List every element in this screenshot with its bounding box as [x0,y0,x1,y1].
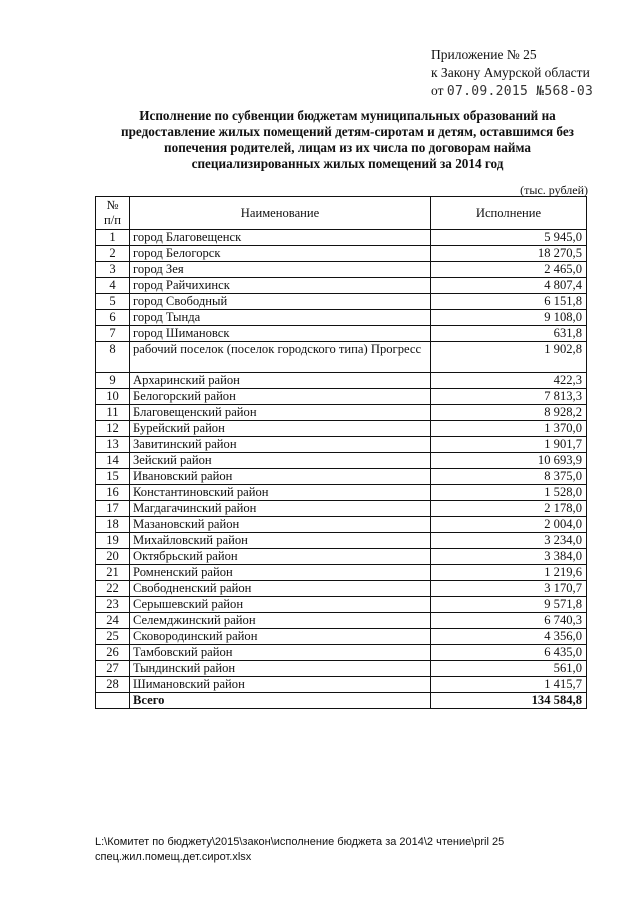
row-value: 3 170,7 [431,581,587,597]
total-value: 134 584,8 [431,693,587,709]
row-number: 21 [96,565,130,581]
row-name: Селемджинский район [130,613,431,629]
table-row [96,373,587,389]
row-name: Архаринский район [130,373,431,389]
row-value: 6 435,0 [431,645,587,661]
row-name: Тамбовский район [130,645,431,661]
row-number: 4 [96,278,130,294]
table-row [96,565,587,581]
total-row [96,693,587,709]
table-row [96,453,587,469]
row-value: 5 945,0 [431,230,587,246]
header-num-symbol: № [106,198,119,212]
row-name: Сковородинский район [130,629,431,645]
row-number: 16 [96,485,130,501]
row-name: Свободненский район [130,581,431,597]
row-name: Шимановский район [130,677,431,693]
table-row [96,326,587,342]
row-name: Зейский район [130,453,431,469]
row-value: 8 375,0 [431,469,587,485]
row-number: 14 [96,453,130,469]
table-row [96,661,587,677]
row-number: 6 [96,310,130,326]
row-number: 26 [96,645,130,661]
row-number: 3 [96,262,130,278]
row-value: 3 234,0 [431,533,587,549]
appendix-date-stamp: 07.09.2015 №568-03 [446,84,594,99]
row-name: Ромненский район [130,565,431,581]
table-row [96,677,587,693]
row-number: 25 [96,629,130,645]
row-name: город Зея [130,262,431,278]
row-value: 7 813,3 [431,389,587,405]
table-row [96,533,587,549]
row-number: 2 [96,246,130,262]
table-row [96,645,587,661]
table-body [96,230,587,709]
row-number: 12 [96,421,130,437]
row-value: 8 928,2 [431,405,587,421]
appendix-law-reference: к Закону Амурской области [431,65,590,80]
row-number: 28 [96,677,130,693]
row-name: Константиновский район [130,485,431,501]
row-number: 22 [96,581,130,597]
row-name: Ивановский район [130,469,431,485]
row-name: город Шимановск [130,326,431,342]
row-name: Благовещенский район [130,405,431,421]
row-name: рабочий поселок (поселок городского типа) Прогресс [130,342,431,373]
file-path-line2: спец.жил.помещ.дет.сирот.xlsx [95,851,252,863]
row-number: 11 [96,405,130,421]
appendix-date-line [431,82,593,101]
table-row [96,421,587,437]
table-row [96,581,587,597]
table-row [96,230,587,246]
row-number: 10 [96,389,130,405]
row-number: 27 [96,661,130,677]
table-row [96,469,587,485]
row-number: 23 [96,597,130,613]
row-value: 1 219,6 [431,565,587,581]
row-value: 18 270,5 [431,246,587,262]
row-number: 15 [96,469,130,485]
row-name: город Свободный [130,294,431,310]
header-name: Наименование [130,197,431,230]
row-value: 6 151,8 [431,294,587,310]
file-path-line1: L:\Комитет по бюджету\2015\закон\исполнение бюджета за 2014\2 чтение\pril 25 [95,836,505,848]
row-number: 19 [96,533,130,549]
units-label: (тыс. рублей) [520,183,588,197]
row-value: 1 528,0 [431,485,587,501]
row-value: 2 465,0 [431,262,587,278]
file-path-footer [95,835,504,865]
table-row [96,246,587,262]
row-number: 13 [96,437,130,453]
row-name: Магдагачинский район [130,501,431,517]
row-value: 9 571,8 [431,597,587,613]
row-value: 6 740,3 [431,613,587,629]
appendix-header [431,46,593,101]
row-name: город Тында [130,310,431,326]
table-row [96,278,587,294]
header-value: Исполнение [431,197,587,230]
row-value: 1 902,8 [431,342,587,373]
total-number-cell [96,693,130,709]
row-value: 2 178,0 [431,501,587,517]
appendix-date-prefix: от [431,83,444,98]
row-name: город Белогорск [130,246,431,262]
table-row [96,629,587,645]
total-label: Всего [130,693,431,709]
row-value: 4 356,0 [431,629,587,645]
row-name: город Благовещенск [130,230,431,246]
row-value: 2 004,0 [431,517,587,533]
header-num-abbrev: п/п [104,213,121,227]
table-row [96,437,587,453]
row-number: 7 [96,326,130,342]
table-row [96,389,587,405]
table-row [96,342,587,373]
table-header-row [96,197,587,230]
row-value: 422,3 [431,373,587,389]
table-row [96,262,587,278]
document-title: Исполнение по субвенции бюджетам муниципальных образований на предоставление жилых помещений детям-сиротам и детям, оставшимся без попечения родителей, лицам из их числа по договорам найма специализированных жилых помещений за 2014 год [121,108,574,171]
row-value: 561,0 [431,661,587,677]
table-row [96,405,587,421]
row-value: 631,8 [431,326,587,342]
row-number: 8 [96,342,130,373]
table-row [96,597,587,613]
row-value: 1 415,7 [431,677,587,693]
row-number: 5 [96,294,130,310]
table-row [96,517,587,533]
table-row [96,613,587,629]
header-num [96,197,130,230]
row-name: Серышевский район [130,597,431,613]
row-name: Мазановский район [130,517,431,533]
table-row [96,501,587,517]
row-name: Тындинский район [130,661,431,677]
row-value: 10 693,9 [431,453,587,469]
row-value: 3 384,0 [431,549,587,565]
row-name: Бурейский район [130,421,431,437]
row-name: Октябрьский район [130,549,431,565]
row-number: 24 [96,613,130,629]
row-name: Завитинский район [130,437,431,453]
row-name: Михайловский район [130,533,431,549]
row-value: 1 370,0 [431,421,587,437]
row-number: 18 [96,517,130,533]
row-number: 17 [96,501,130,517]
table-row [96,310,587,326]
row-number: 20 [96,549,130,565]
row-name: город Райчихинск [130,278,431,294]
row-number: 9 [96,373,130,389]
table-row [96,294,587,310]
row-value: 9 108,0 [431,310,587,326]
row-value: 4 807,4 [431,278,587,294]
table-row [96,485,587,501]
appendix-number: Приложение № 25 [431,47,537,62]
row-number: 1 [96,230,130,246]
row-value: 1 901,7 [431,437,587,453]
row-name: Белогорский район [130,389,431,405]
table-row [96,549,587,565]
execution-table [95,196,587,709]
